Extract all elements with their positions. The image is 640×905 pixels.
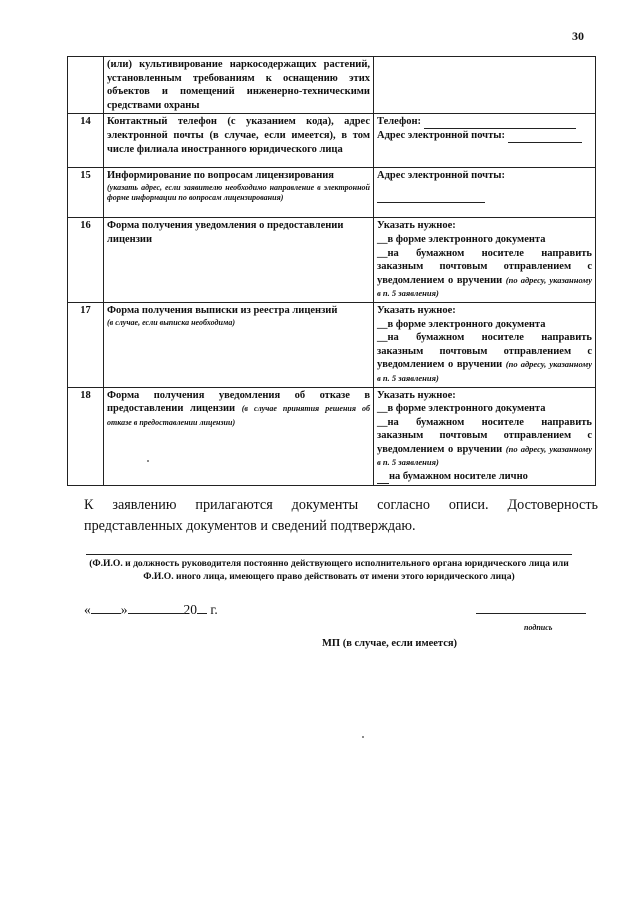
option-electronic[interactable]: __в форме электронного документа xyxy=(377,403,546,415)
page-number: 30 xyxy=(572,29,584,43)
table-row xyxy=(68,114,596,168)
row-label-text: Форма получения выписки из реестра лицензий xyxy=(107,304,338,316)
option-paper[interactable] xyxy=(377,416,592,470)
info-email-fields xyxy=(374,168,596,218)
scan-speck xyxy=(147,460,149,462)
date-open-quote: « xyxy=(84,602,91,617)
date-close-quote: » xyxy=(120,602,128,617)
year-suffix: г. xyxy=(210,602,218,617)
phone-label: Телефон: xyxy=(377,116,422,128)
row-label: (или) культивирование наркосодержащих растений, установленным требованиям к оснащению этих объектов и помещений инженерно-техническими средствами охраны xyxy=(104,57,374,114)
row-label-text: Информирование по вопросам лицензирования xyxy=(107,170,334,182)
signatory-line[interactable] xyxy=(86,554,572,555)
option-paper[interactable] xyxy=(377,247,592,301)
row-number: 14 xyxy=(68,114,104,168)
delivery-options xyxy=(374,218,596,303)
contact-fields xyxy=(374,114,596,168)
option-paper-text: __на бумажном носителе направить заказным почтовым отправлением с уведомлением о вручении xyxy=(377,332,592,371)
signature-label: подпись xyxy=(524,623,553,632)
option-electronic[interactable]: __в форме электронного документа xyxy=(377,233,546,245)
row-label: Форма получения уведомления о предоставлении лицензии xyxy=(104,218,374,303)
signature-line[interactable] xyxy=(476,613,586,614)
row-number: 17 xyxy=(68,302,104,387)
row-number: 15 xyxy=(68,168,104,218)
application-form-table xyxy=(67,56,596,486)
choose-label: Указать нужное: xyxy=(377,389,456,401)
option-electronic[interactable]: __в форме электронного документа xyxy=(377,318,546,330)
day-blank[interactable] xyxy=(91,601,121,614)
row-number: 16 xyxy=(68,218,104,303)
row-label-note: (в случае принятия решения об отказе в предоставлении лицензии) xyxy=(107,404,371,427)
option-paper-note: (по адресу, указанному в п. 5 заявления) xyxy=(377,443,592,468)
row-label-note: (в случае, если выписка необходима) xyxy=(107,317,236,327)
month-blank[interactable] xyxy=(128,601,184,614)
option-paper-note: (по адресу, указанному в п. 5 заявления) xyxy=(377,359,592,383)
year-blank[interactable] xyxy=(197,601,207,614)
row-number xyxy=(68,57,104,114)
email-label: Адрес электронной почты: xyxy=(377,170,505,182)
option-in-person[interactable] xyxy=(377,470,592,484)
option-paper-note: (по адресу, указанному в п. 5 заявления) xyxy=(377,274,592,299)
scan-speck xyxy=(362,736,364,738)
email-field[interactable] xyxy=(377,202,485,203)
option-in-person-text: на бумажном носителе лично xyxy=(389,471,528,483)
row-label-note: (указать адрес, если заявителю необходимо направление в электронной форме информации по вопросам лицензирования) xyxy=(107,182,370,203)
delivery-options xyxy=(374,387,596,485)
delivery-options xyxy=(374,302,596,387)
date-field[interactable] xyxy=(84,601,218,618)
row-label: Контактный телефон (с указанием кода), адрес электронной почты (в случае, если имеется), в том числе филиала иностранного юридического лица xyxy=(104,114,374,168)
attestation-statement: К заявлению прилагаются документы согласно описи. Достоверность представленных документов и сведений подтверждаю. xyxy=(84,497,598,534)
option-paper-text: __на бумажном носителе направить заказным почтовым отправлением с уведомлением о вручении xyxy=(377,247,592,286)
row-label xyxy=(104,387,374,485)
choose-label: Указать нужное: xyxy=(377,220,456,232)
option-blank xyxy=(377,483,389,484)
table-row xyxy=(68,57,596,114)
row-label-text: Форма получения уведомления об отказе в предоставлении лицензии xyxy=(107,389,370,415)
row-number: 18 xyxy=(68,387,104,485)
table-row xyxy=(68,218,596,303)
stamp-label: МП (в случае, если имеется) xyxy=(322,638,458,649)
choose-label: Указать нужное: xyxy=(377,304,456,316)
row-label xyxy=(104,302,374,387)
table-row xyxy=(68,387,596,485)
option-paper-text: __на бумажном носителе направить заказным почтовым отправлением с уведомлением о вручении xyxy=(377,416,592,455)
email-label: Адрес электронной почты: xyxy=(377,129,505,141)
email-field[interactable] xyxy=(508,142,582,143)
table-row xyxy=(68,168,596,218)
signatory-caption: (Ф.И.О. и должность руководителя постоянно действующего исполнительного органа юридического лица или Ф.И.О. иного лица, имеющего право действовать от имени этого юридического лица) xyxy=(89,558,569,582)
row-value[interactable] xyxy=(374,57,596,114)
table-row xyxy=(68,302,596,387)
year-prefix: 20 xyxy=(183,602,197,617)
row-label xyxy=(104,168,374,218)
option-paper[interactable] xyxy=(377,331,592,385)
